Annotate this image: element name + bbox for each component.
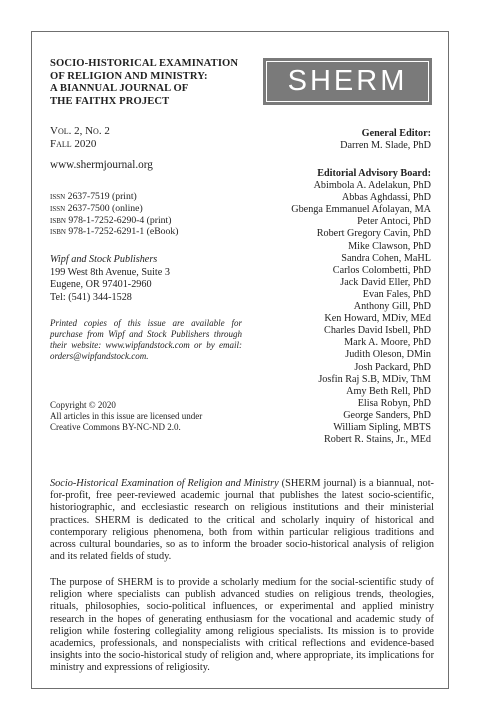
general-editor-name: Darren M. Slade, PhD	[340, 140, 431, 152]
publisher-name: Wipf and Stock Publishers	[50, 254, 158, 265]
logo-text: SHERM	[266, 61, 429, 102]
publisher-city: Eugene, OR 97401-2960	[50, 279, 152, 290]
journal-info-page	[31, 31, 449, 689]
license-line: All articles in this issue are licensed under	[50, 411, 203, 422]
board-member: Amy Beth Rell, PhD	[346, 385, 431, 397]
publisher-info	[50, 254, 170, 304]
general-editor-heading: General Editor:	[361, 128, 431, 139]
board-member-list	[291, 180, 431, 446]
board-member: Mike Clawson, PhD	[348, 240, 431, 252]
board-member: George Sanders, PhD	[343, 409, 431, 421]
board-member: Abbas Aghdassi, PhD	[341, 192, 431, 204]
board-member: Abimbola A. Adelakun, PhD	[313, 180, 431, 192]
identifier-row	[50, 215, 178, 227]
journal-name-line: OF RELIGION AND MINISTRY:	[50, 70, 208, 82]
board-member: Judith Oleson, DMin	[345, 349, 431, 361]
identifier-value: 2637-7519 (print)	[67, 191, 137, 202]
identifier-kind: issn	[50, 191, 66, 202]
general-editor	[340, 128, 431, 153]
identifier-value: 978-1-7252-6290-4 (print)	[68, 214, 172, 226]
issue-season: Fall 2020	[50, 138, 97, 150]
description-paragraph	[50, 478, 434, 563]
issue-info	[50, 125, 110, 151]
copyright-notice	[50, 400, 202, 433]
board-member: Mark A. Moore, PhD	[344, 337, 431, 349]
sherm-logo	[263, 58, 432, 105]
board-member: William Sipling, MBTS	[333, 421, 431, 433]
journal-name-line: SOCIO-HISTORICAL EXAMINATION	[50, 58, 239, 69]
journal-name	[50, 58, 250, 108]
copyright-line: Copyright © 2020	[50, 400, 116, 410]
identifier-kind: isbn	[50, 214, 66, 226]
journal-name-line: A BIANNUAL JOURNAL OF	[50, 83, 189, 95]
board-member: Josfin Raj S.B, MDiv, ThM	[318, 373, 431, 385]
volume-number: Vol. 2, No. 2	[50, 125, 110, 137]
board-member: Jack David Eller, PhD	[340, 276, 431, 288]
identifier-list	[50, 191, 178, 238]
license-name: Creative Commons BY-NC-ND 2.0.	[50, 422, 181, 433]
board-member: Peter Antoci, PhD	[357, 216, 431, 228]
identifier-row	[50, 191, 178, 203]
board-member: Evan Fales, PhD	[362, 288, 431, 300]
website-link[interactable]: www.shermjournal.org	[50, 159, 153, 171]
identifier-kind: isbn	[50, 226, 66, 238]
board-member: Josh Packard, PhD	[354, 361, 431, 373]
identifier-value: 2637-7500 (online)	[67, 202, 143, 214]
board-member: Gbenga Emmanuel Afolayan, MA	[291, 204, 431, 216]
description-text: (SHERM journal) is a biannual, not-for-profit, free peer-reviewed academic journal that publishes the latest socio-scientific, historiographic, and ecclesiastic research on religious institutions and their ministerial practices. SHERM is dedicated to the critical and scholarly inquiry of historical and contemporary religious phenomena, both from within particular religious traditions and across cultural boundaries, so as to inform the broader socio-historical analysis of religion and its related fields of study.	[50, 478, 434, 563]
identifier-kind: issn	[50, 202, 66, 214]
board-member: Ken Howard, MDiv, MEd	[324, 313, 431, 325]
board-heading: Editorial Advisory Board:	[317, 168, 431, 179]
board-member: Robert Gregory Cavin, PhD	[316, 228, 431, 240]
board-member: Sandra Cohen, MaHL	[341, 252, 431, 264]
printed-copies-note: Printed copies of this issue are available for purchase from Wipf and Stock Publishers through their website: www.wipfandstock.com or by email: orders@wipfandstock.com.	[50, 318, 242, 362]
identifier-row	[50, 203, 178, 215]
board-member: Anthony Gill, PhD	[353, 301, 431, 313]
publisher-address: 199 West 8th Avenue, Suite 3	[50, 266, 170, 278]
identifier-row	[50, 226, 178, 238]
board-member: Carlos Colombetti, PhD	[332, 264, 431, 276]
board-member: Elisa Robyn, PhD	[357, 397, 431, 409]
journal-title-italic: Socio-Historical Examination of Religion and Ministry	[50, 478, 279, 489]
publisher-phone: Tel: (541) 344-1528	[50, 291, 132, 303]
journal-name-line: THE FAITHX PROJECT	[50, 95, 170, 107]
board-member: Robert R. Stains, Jr., MEd	[324, 434, 431, 446]
identifier-value: 978-1-7252-6291-1 (eBook)	[68, 226, 179, 238]
editorial-advisory-board	[291, 168, 431, 446]
purpose-paragraph: The purpose of SHERM is to provide a scholarly medium for the social-scientific study of religion where specialists can publish advanced studies on religious trends, theologies, rituals, philosophies, socio-political influences, or experimental and applied ministry research in the hopes of generating enthusiasm for the vocational and academic study of religion while fostering collegiality among religious specialists. Its mission is to provide academics, professionals, and nonspecialists with critical reflections and evidence-based insights into the socio-historical study of religion and, where appropriate, its implications for ministry and expressions of religiosity.	[50, 577, 434, 674]
board-member: Charles David Isbell, PhD	[324, 325, 431, 337]
